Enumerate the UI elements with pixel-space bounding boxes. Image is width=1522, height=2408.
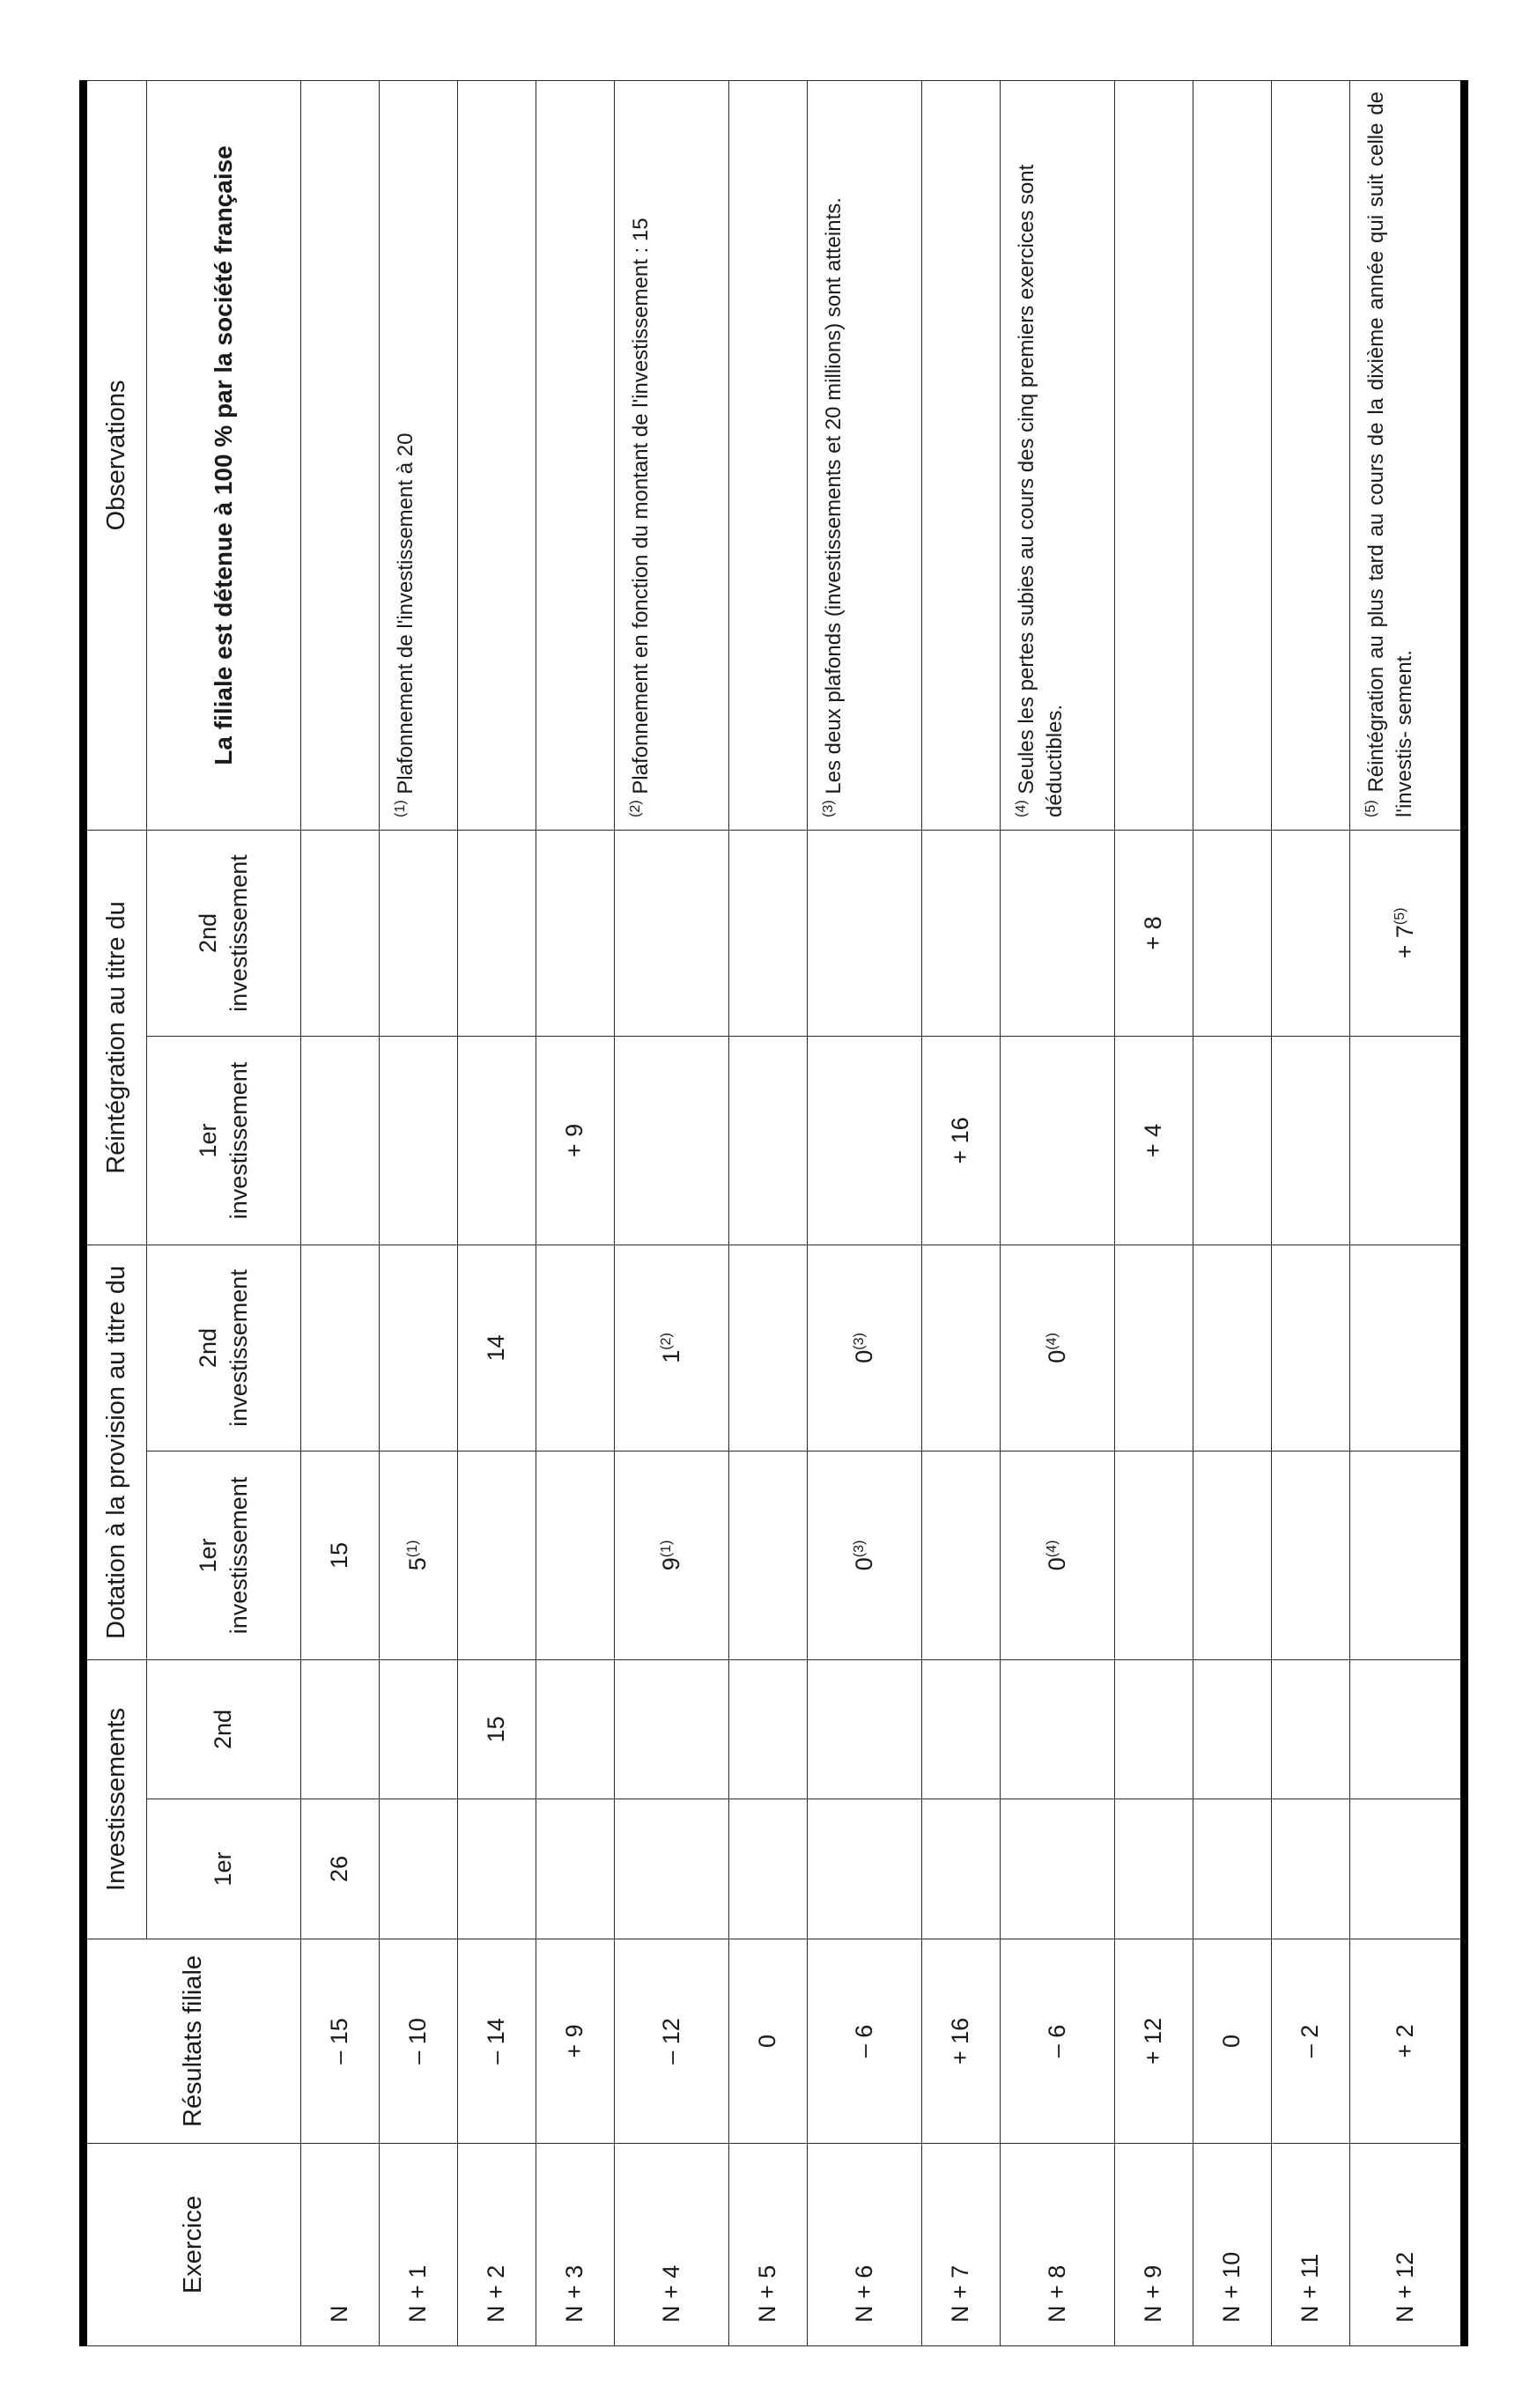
exercice-cell <box>458 2144 536 2346</box>
resultat-cell-value: – 6 <box>850 2024 877 2058</box>
observation-cell <box>1350 80 1465 830</box>
rei2-cell <box>458 830 536 1036</box>
exercice-cell <box>301 2144 380 2346</box>
observation-cell <box>458 80 536 830</box>
inv1-cell <box>1001 1799 1115 1939</box>
dot1-cell <box>536 1451 615 1659</box>
resultat-cell-value: – 10 <box>404 2018 432 2065</box>
dot1-cell <box>922 1451 1001 1659</box>
rei1-cell <box>1001 1036 1115 1245</box>
observation-text: Seules les pertes subies au cours des cinq premiers exercices sont déductibles. <box>1015 164 1068 817</box>
rei2-cell <box>380 830 458 1036</box>
exercice-cell <box>536 2144 615 2346</box>
inv1-cell <box>615 1799 729 1939</box>
exercice-cell-value: N + 8 <box>1043 2264 1070 2323</box>
rei1-cell <box>458 1036 536 1245</box>
rei2-cell <box>536 830 615 1036</box>
footnote-marker: (1) <box>393 800 408 817</box>
observations-header: Observations <box>84 80 147 830</box>
resultat-cell-value: – 6 <box>1043 2024 1070 2058</box>
dot1-cell <box>458 1451 536 1659</box>
dot1-cell <box>1115 1451 1193 1659</box>
observation-cell <box>922 80 1001 830</box>
table-row <box>729 80 808 2345</box>
rei2-cell <box>729 830 808 1036</box>
rei1-cell <box>301 1036 380 1245</box>
rei2-cell <box>1193 830 1272 1036</box>
rei2-cell <box>1115 830 1193 1036</box>
rei1-cell <box>536 1036 615 1245</box>
reintegration-header: Réintégration au titre du <box>84 830 147 1245</box>
rei2-cell <box>1001 830 1115 1036</box>
resultat-cell <box>380 1939 458 2144</box>
inv1-cell <box>536 1799 615 1939</box>
dot1-cell <box>380 1451 458 1659</box>
dot1-cell <box>1001 1451 1115 1659</box>
rei1-cell-value: + 16 <box>947 1117 974 1164</box>
resultat-cell-value: + 16 <box>947 2017 974 2065</box>
exercice-cell <box>615 2144 729 2346</box>
inv2-cell <box>1272 1659 1350 1799</box>
inv1-cell <box>922 1799 1001 1939</box>
resultat-cell-value: 0 <box>754 2034 781 2049</box>
inv1-cell-value: 26 <box>326 1855 353 1883</box>
footnote-marker: (4) <box>1044 1333 1060 1350</box>
table-row <box>1193 80 1272 2345</box>
exercice-cell <box>922 2144 1001 2346</box>
exercice-cell <box>808 2144 922 2346</box>
dot1-cell <box>808 1451 922 1659</box>
rei2-cell-value: + 8 <box>1140 916 1167 950</box>
dot1-cell <box>1272 1451 1350 1659</box>
observation-cell <box>1193 80 1272 830</box>
rei1-cell <box>729 1036 808 1245</box>
observation-cell <box>1272 80 1350 830</box>
dot1-cell-value: 0 <box>1043 1557 1070 1571</box>
resultat-cell <box>1350 1939 1465 2144</box>
observation-cell <box>615 80 729 830</box>
resultat-cell <box>1115 1939 1193 2144</box>
table-row <box>922 80 1001 2345</box>
inv2-cell <box>1350 1659 1465 1799</box>
dot1-cell <box>729 1451 808 1659</box>
footnote-marker: (2) <box>628 800 643 817</box>
observations-subheader: La filiale est détenue à 100 % par la société française <box>147 80 301 830</box>
footnote-marker: (2) <box>658 1333 674 1350</box>
rei-2nd-header: 2nd investissement <box>147 830 301 1036</box>
table-row <box>458 80 536 2345</box>
rei2-cell <box>301 830 380 1036</box>
inv2-cell-value: 15 <box>483 1716 510 1743</box>
observation-text: Les deux plafonds (investissements et 20 millions) sont atteints. <box>822 197 846 794</box>
dot1-cell <box>1350 1451 1465 1659</box>
inv2-cell <box>615 1659 729 1799</box>
footnote-marker: (1) <box>405 1540 421 1558</box>
dot2-cell <box>536 1245 615 1451</box>
observation-text: Plafonnement de l'investissement à 20 <box>394 432 417 794</box>
inv2-cell <box>301 1659 380 1799</box>
rei1-cell <box>1272 1036 1350 1245</box>
table-row <box>1350 80 1465 2345</box>
inv1-cell <box>380 1799 458 1939</box>
resultat-cell <box>536 1939 615 2144</box>
rei1-cell <box>808 1036 922 1245</box>
exercice-header: Exercice <box>84 2144 301 2346</box>
inv1-cell <box>1193 1799 1272 1939</box>
inv2-cell <box>536 1659 615 1799</box>
footnote-marker: (5) <box>1363 800 1378 817</box>
table-row <box>1115 80 1193 2345</box>
inv2-cell <box>808 1659 922 1799</box>
rei2-cell <box>1350 830 1465 1036</box>
footnote-marker: (1) <box>658 1540 674 1558</box>
inv1-cell <box>1115 1799 1193 1939</box>
inv2-cell <box>1001 1659 1115 1799</box>
rei1-cell <box>1193 1036 1272 1245</box>
inv1-cell <box>301 1799 380 1939</box>
observation-text: Plafonnement en fonction du montant de l'investissement : 15 <box>629 218 653 794</box>
observation-cell <box>808 80 922 830</box>
inv1-cell <box>1272 1799 1350 1939</box>
rei2-cell <box>615 830 729 1036</box>
observation-cell <box>729 80 808 830</box>
exercice-cell-value: N + 5 <box>754 2264 781 2323</box>
inv1-cell <box>458 1799 536 1939</box>
exercice-cell <box>1350 2144 1465 2346</box>
dot2-cell <box>1272 1245 1350 1451</box>
rei2-cell <box>1272 830 1350 1036</box>
inv2-cell <box>922 1659 1001 1799</box>
footnote-marker: (3) <box>851 1333 867 1350</box>
inv2-cell <box>1115 1659 1193 1799</box>
exercice-cell-value: N + 6 <box>850 2264 877 2323</box>
resultat-cell <box>615 1939 729 2144</box>
inv2-cell <box>1193 1659 1272 1799</box>
dot1-cell-value: 0 <box>850 1557 877 1571</box>
inv2-cell <box>458 1659 536 1799</box>
resultat-cell <box>458 1939 536 2144</box>
dot1-cell <box>301 1451 380 1659</box>
dot2-cell <box>1193 1245 1272 1451</box>
dot1-cell <box>615 1451 729 1659</box>
rei1-cell <box>922 1036 1001 1245</box>
footnote-marker: (4) <box>1044 1540 1060 1558</box>
resultat-cell-value: – 14 <box>483 2018 510 2065</box>
exercice-cell-value: N + 9 <box>1140 2264 1167 2323</box>
dot1-cell-value: 9 <box>657 1557 684 1571</box>
rei1-cell <box>615 1036 729 1245</box>
dotation-header: Dotation à la provision au titre du <box>84 1245 147 1659</box>
rei1-cell <box>1350 1036 1465 1245</box>
rei1-cell <box>380 1036 458 1245</box>
inv-2nd-header: 2nd <box>147 1659 301 1799</box>
exercice-cell-value: N <box>326 2305 353 2323</box>
exercice-cell <box>1193 2144 1272 2346</box>
inv2-cell <box>380 1659 458 1799</box>
resultat-cell <box>1272 1939 1350 2144</box>
resultat-cell-value: + 12 <box>1140 2017 1167 2065</box>
dot2-cell-value: 14 <box>483 1334 510 1362</box>
dot2-cell-value: 1 <box>657 1349 684 1363</box>
inv1-cell <box>729 1799 808 1939</box>
rei1-cell-value: + 4 <box>1140 1123 1167 1158</box>
resultat-cell-value: – 2 <box>1297 2024 1324 2058</box>
table-row <box>1272 80 1350 2345</box>
dot1-cell <box>1193 1451 1272 1659</box>
exercice-cell-value: N + 1 <box>404 2264 432 2323</box>
dot2-cell-value: 0 <box>850 1349 877 1363</box>
table-row <box>615 80 729 2345</box>
header-row-1 <box>84 80 147 2345</box>
dot2-cell-value: 0 <box>1043 1349 1070 1363</box>
inv2-cell <box>729 1659 808 1799</box>
dot2-cell <box>1001 1245 1115 1451</box>
dot-1er-header: 1er investissement <box>147 1451 301 1659</box>
resultat-cell <box>729 1939 808 2144</box>
dot2-cell <box>301 1245 380 1451</box>
dot2-cell <box>458 1245 536 1451</box>
rei-1er-header: 1er investissement <box>147 1036 301 1245</box>
dot2-cell <box>922 1245 1001 1451</box>
dot1-cell-value: 5 <box>404 1557 432 1571</box>
observation-cell <box>380 80 458 830</box>
exercice-cell-value: N + 10 <box>1218 2251 1245 2323</box>
rei1-cell <box>1115 1036 1193 1245</box>
dot2-cell <box>729 1245 808 1451</box>
resultat-cell <box>808 1939 922 2144</box>
dot2-cell <box>615 1245 729 1451</box>
resultats-header: Résultats filiale <box>84 1939 301 2144</box>
table-row <box>536 80 615 2345</box>
exercice-cell <box>729 2144 808 2346</box>
rei2-cell-value: + 7 <box>1391 925 1418 959</box>
table-row <box>808 80 922 2345</box>
observation-cell <box>301 80 380 830</box>
resultat-cell-value: + 9 <box>561 2024 588 2058</box>
table-row <box>380 80 458 2345</box>
resultat-cell-value: – 12 <box>657 2018 684 2065</box>
exercice-cell <box>1272 2144 1350 2346</box>
dot2-cell <box>380 1245 458 1451</box>
inv-1er-header: 1er <box>147 1799 301 1939</box>
dot-2nd-header: 2nd investissement <box>147 1245 301 1451</box>
exercice-cell-value: N + 7 <box>947 2264 974 2323</box>
table-row <box>301 80 380 2345</box>
dot1-cell-value: 15 <box>326 1541 353 1570</box>
exercice-cell-value: N + 12 <box>1391 2251 1418 2323</box>
observation-cell <box>536 80 615 830</box>
resultat-cell-value: + 2 <box>1391 2024 1418 2058</box>
exercice-cell-value: N + 4 <box>657 2264 684 2323</box>
dot2-cell <box>808 1245 922 1451</box>
provision-table <box>79 80 1468 2346</box>
resultat-cell <box>922 1939 1001 2144</box>
observation-cell <box>1001 80 1115 830</box>
dot2-cell <box>1115 1245 1193 1451</box>
investissements-header: Investissements <box>84 1659 147 1939</box>
dot2-cell <box>1350 1245 1465 1451</box>
table-row <box>1001 80 1115 2345</box>
exercice-cell-value: N + 2 <box>483 2264 510 2323</box>
resultat-cell-value: – 15 <box>326 2018 353 2065</box>
exercice-cell <box>1001 2144 1115 2346</box>
rei2-cell <box>808 830 922 1036</box>
exercice-cell <box>380 2144 458 2346</box>
footnote-marker: (3) <box>821 800 836 817</box>
footnote-marker: (4) <box>1014 800 1029 817</box>
exercice-cell-value: N + 11 <box>1297 2253 1324 2323</box>
exercice-cell <box>1115 2144 1193 2346</box>
inv1-cell <box>808 1799 922 1939</box>
resultat-cell <box>1001 1939 1115 2144</box>
rei1-cell-value: + 9 <box>561 1123 588 1158</box>
resultat-cell <box>1193 1939 1272 2144</box>
rei2-cell <box>922 830 1001 1036</box>
footnote-marker: (3) <box>851 1540 867 1558</box>
observation-cell <box>1115 80 1193 830</box>
observation-text: Réintégration au plus tard au cours de la dixième année qui suit celle de l'investis- sement. <box>1364 91 1417 817</box>
inv1-cell <box>1350 1799 1465 1939</box>
footnote-marker: (5) <box>1392 907 1407 926</box>
resultat-cell-value: 0 <box>1218 2034 1245 2049</box>
exercice-cell-value: N + 3 <box>561 2264 588 2323</box>
resultat-cell <box>301 1939 380 2144</box>
